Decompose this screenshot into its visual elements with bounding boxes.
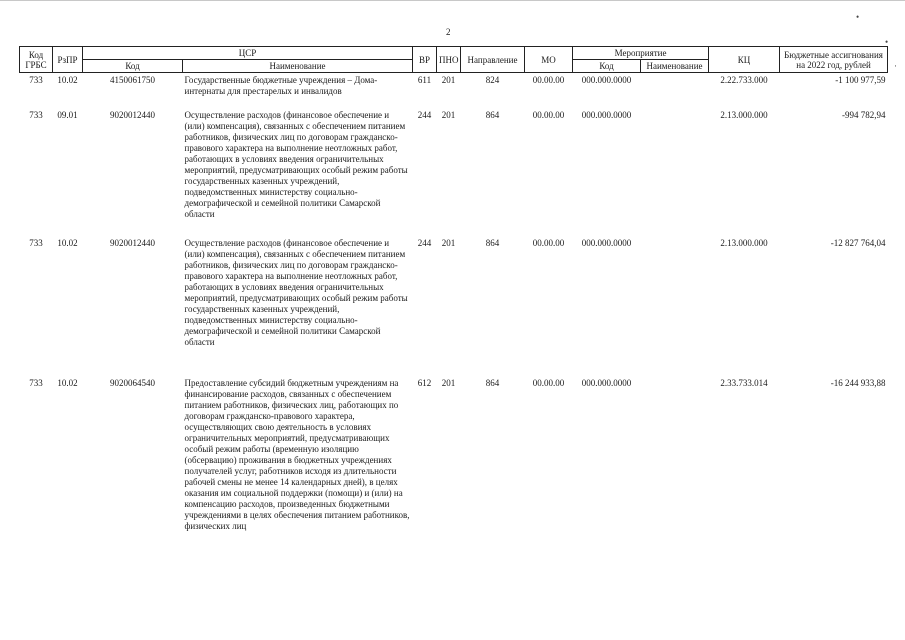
- cell-mo: 00.00.00: [532, 109, 565, 120]
- cell-kc: 2.33.733.014: [720, 377, 768, 388]
- header-vr: ВР: [413, 47, 437, 73]
- cell-vr: 611: [417, 75, 432, 85]
- cell-csr-kod: 9020064540: [110, 377, 155, 388]
- cell-mo: 00.00.00: [532, 237, 565, 248]
- cell-napravlenie: 824: [485, 75, 500, 85]
- scan-speck: •: [885, 37, 889, 47]
- cell-pno: 201: [441, 75, 456, 85]
- cell-grbs: 733: [29, 237, 43, 248]
- header-row-top: [20, 47, 888, 60]
- cell-amount: -994 782,94: [842, 109, 886, 120]
- header-napravlenie: Направление: [461, 47, 525, 73]
- cell-pno: 201: [441, 109, 456, 120]
- header-rzpr: РзПР: [53, 47, 83, 73]
- scan-speck: •: [856, 12, 860, 22]
- cell-napravlenie: 864: [485, 109, 500, 120]
- cell-grbs: 733: [29, 75, 43, 85]
- cell-kc: 2.22.733.000: [720, 75, 768, 85]
- header-meropriyatie: Мероприятие: [573, 47, 709, 60]
- cell-rzpr: 10.02: [57, 75, 78, 85]
- cell-kc: 2.13.000.000: [720, 109, 768, 120]
- header-pno: ПНО: [437, 47, 461, 73]
- page-number: 2: [446, 27, 451, 37]
- header-csr-name: Наименование: [183, 60, 413, 73]
- cell-csr-name: Предоставление субсидий бюджетным учреждениям на финансирование расходов, связанных с обеспечением питанием работников, физических лиц, работающих по договорам гражданско-правового характера, осуществляющих свою деятельность в условиях ограничительных мероприятий, предусматривающих особый режим работы (временную изоляцию (обсервацию) проживания в бюджетных учреждениях получателей услуг, работников исходя из длительности рабочей смены не менее 14 календарных дней), в целях оказания им социальной поддержки (помощи) и (или) на компенсацию расходов, произведенных бюджетными учреждениями в целях обеспечения питанием работников, физических лиц: [184, 377, 410, 531]
- scan-speck: ·: [894, 61, 897, 71]
- cell-csr-name: Осуществление расходов (финансовое обеспечение и (или) компенсация), связанных с обеспечением питанием работников, физических лиц по договорам гражданско-правового характера на выполнение неотложных работ, работающих в условиях введения ограничительных мероприятий, предусматривающих особый режим работы государственных казенных учреждений, подведомственных министерству социально-демографической и семейной политики Самарской области: [184, 109, 408, 219]
- cell-mer-name: [641, 238, 709, 378]
- budget-table: [19, 46, 888, 568]
- cell-rzpr: 09.01: [57, 109, 78, 120]
- cell-mer-kod: 000.000.0000: [581, 109, 632, 120]
- cell-rzpr: 10.02: [57, 377, 78, 388]
- table-row: [20, 238, 888, 378]
- table-row: [20, 110, 888, 238]
- cell-vr: 244: [417, 109, 432, 120]
- cell-vr: 244: [417, 237, 432, 248]
- cell-grbs: 733: [29, 109, 43, 120]
- cell-vr: 612: [417, 377, 432, 388]
- cell-rzpr: 10.02: [57, 237, 78, 248]
- table-row: [20, 73, 888, 110]
- header-budget: Бюджетные ассигнования на 2022 год, рублей: [780, 47, 888, 73]
- cell-napravlenie: 864: [485, 237, 500, 248]
- header-mer-kod: Код: [573, 60, 641, 73]
- cell-mer-kod: 000.000.0000: [581, 237, 632, 248]
- cell-kc: 2.13.000.000: [720, 237, 768, 248]
- cell-csr-kod: 9020012440: [110, 109, 155, 120]
- cell-pno: 201: [441, 237, 456, 248]
- cell-csr-kod: 4150061750: [110, 75, 155, 85]
- cell-mer-name: [641, 73, 709, 110]
- header-kc: КЦ: [709, 47, 780, 73]
- scan-top-edge: [0, 0, 905, 1]
- cell-napravlenie: 864: [485, 377, 500, 388]
- table-row: [20, 378, 888, 568]
- cell-mo: 00.00.00: [532, 75, 565, 85]
- cell-amount: -1 100 977,59: [835, 75, 886, 85]
- cell-mer-name: [641, 378, 709, 568]
- cell-pno: 201: [441, 377, 456, 388]
- cell-amount: -16 244 933,88: [830, 377, 886, 388]
- cell-mo: 00.00.00: [532, 377, 565, 388]
- cell-mer-kod: 000.000.0000: [581, 377, 632, 388]
- cell-mer-name: [641, 110, 709, 238]
- header-csr: ЦСР: [83, 47, 413, 60]
- header-mer-name: Наименование: [641, 60, 709, 73]
- cell-csr-name: Осуществление расходов (финансовое обеспечение и (или) компенсация), связанных с обеспечением питанием работников, физических лиц по договорам гражданско-правового характера на выполнение неотложных работ, работающих в условиях введения ограничительных мероприятий, предусматривающих особый режим работы государственных казенных учреждений, подведомственных министерству социально-демографической и семейной политики Самарской области: [184, 237, 408, 347]
- cell-csr-kod: 9020012440: [110, 237, 155, 248]
- header-csr-kod: Код: [83, 60, 183, 73]
- cell-grbs: 733: [29, 377, 43, 388]
- cell-csr-name: Государственные бюджетные учреждения – Дома-интернаты для престарелых и инвалидов: [184, 75, 378, 96]
- cell-amount: -12 827 764,04: [830, 237, 886, 248]
- cell-mer-kod: 000.000.0000: [581, 75, 632, 85]
- header-mo: МО: [525, 47, 573, 73]
- header-kod-grbs: Код ГРБС: [20, 47, 53, 73]
